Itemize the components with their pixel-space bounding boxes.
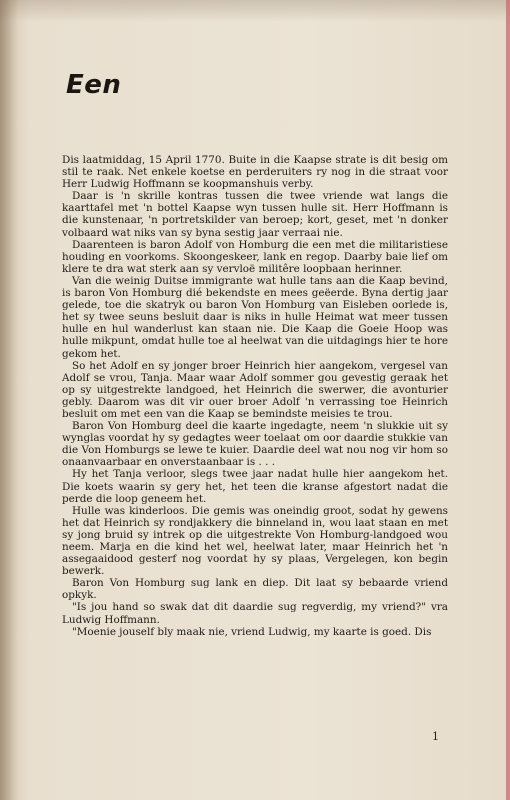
paragraph-2: Daar is 'n skrille kontras tussen die twee vriende wat langs die kaarttafel met 'n bottel Kaapse wyn tussen hulle sit. Herr Hoffmann is die kunstenaar, 'n portretskilder van beroep; kort, geset, met 'n donker volbaard wat niks van sy byna sestig jaar verraai nie. xyxy=(62,190,448,239)
paragraph-4: Van die weinig Duitse immigrante wat hulle tans aan die Kaap bevind, is baron Von Homburg dié bekendste en mees geëerde. Byna dertig jaar gelede, toe die skatryk ou baron Von Homburg van Eisleben oorlede is, het sy twee seuns besluit daar is niks in hulle Heimat wat meer tussen hulle en hul wanderlust kan staan nie. Die Kaap die Goeie Hoop was hulle mikpunt, omdat hulle toe al heelwat van die uitdagings hier te hore gekom het. xyxy=(62,274,448,360)
paragraph-8: Hulle was kinderloos. Die gemis was oneindig groot, sodat hy gewens het dat Heinrich sy rondjakkery die binneland in, wou laat staan en met sy jong bruid sy intrek op die uitgestrekte Von Homburg-landgoed wou neem. Marja en die kind het wel, heelwat later, maar Heinrich het 'n assegaaidood gesterf nog voordat hy sy plaas, Vergelegen, kon begin bewerk. xyxy=(62,504,448,578)
paragraph-3: Daarenteen is baron Adolf von Homburg die een met die militaristiese houding en voorkoms. Skoongeskeer, lank en regop. Daarby baie lief om klere te dra wat sterk aan sy vervloë militêre loopbaan herinner. xyxy=(62,238,448,275)
paragraph-11: "Moenie jouself bly maak nie, vriend Ludwig, my kaarte is goed. Dis xyxy=(72,625,432,638)
spine-shadow xyxy=(0,0,18,800)
paragraph-10: "Is jou hand so swak dat dit daardie sug regverdig, my vriend?" vra Ludwig Hoffmann. xyxy=(62,601,448,626)
paragraph-6: Baron Von Homburg deel die kaarte ingedagte, neem 'n slukkie uit sy wynglas voordat hy sy gedagtes weer toelaat om oor daardie stukkie van die Von Homburgs se lewe te kuier. Daardie deel wat nou nog vir hom so onaanvaarbaar en onverstaanbaar is . . . xyxy=(62,420,448,469)
body-text xyxy=(62,154,448,638)
page-number: 1 xyxy=(432,730,439,743)
paragraph-9: Baron Von Homburg sug lank en diep. Dit laat sy bebaarde vriend opkyk. xyxy=(62,577,448,602)
paragraph-1: Dis laatmiddag, 15 April 1770. Buite in die Kaapse strate is dit besig om stil te raak. Net enkele koetse en perderuiters ry nog in die straat voor Herr Ludwig Hoffmann se koopmanshuis verby. xyxy=(62,154,448,191)
paragraph-7: Hy het Tanja verloor, slegs twee jaar nadat hulle hier aangekom het. Die koets waarin sy gery het, het teen die kranse afgestort nadat die perde die loop geneem het. xyxy=(62,468,448,505)
paragraph-5: So het Adolf en sy jonger broer Heinrich hier aangekom, vergesel van Adolf se vrou, Tanja. Maar waar Adolf sommer gou gevestig geraak het op sy uitgestrekte landgoed, het Heinrich die swerwer, die avonturier gebly. Daarom was dit vir ouer broer Adolf 'n verrassing toe Heinrich besluit om met een van die Kaap se bemindste meisies te trou. xyxy=(62,359,448,420)
page-top-edge xyxy=(0,0,510,22)
book-cover-edge xyxy=(506,0,510,800)
chapter-title: Een xyxy=(66,70,122,100)
